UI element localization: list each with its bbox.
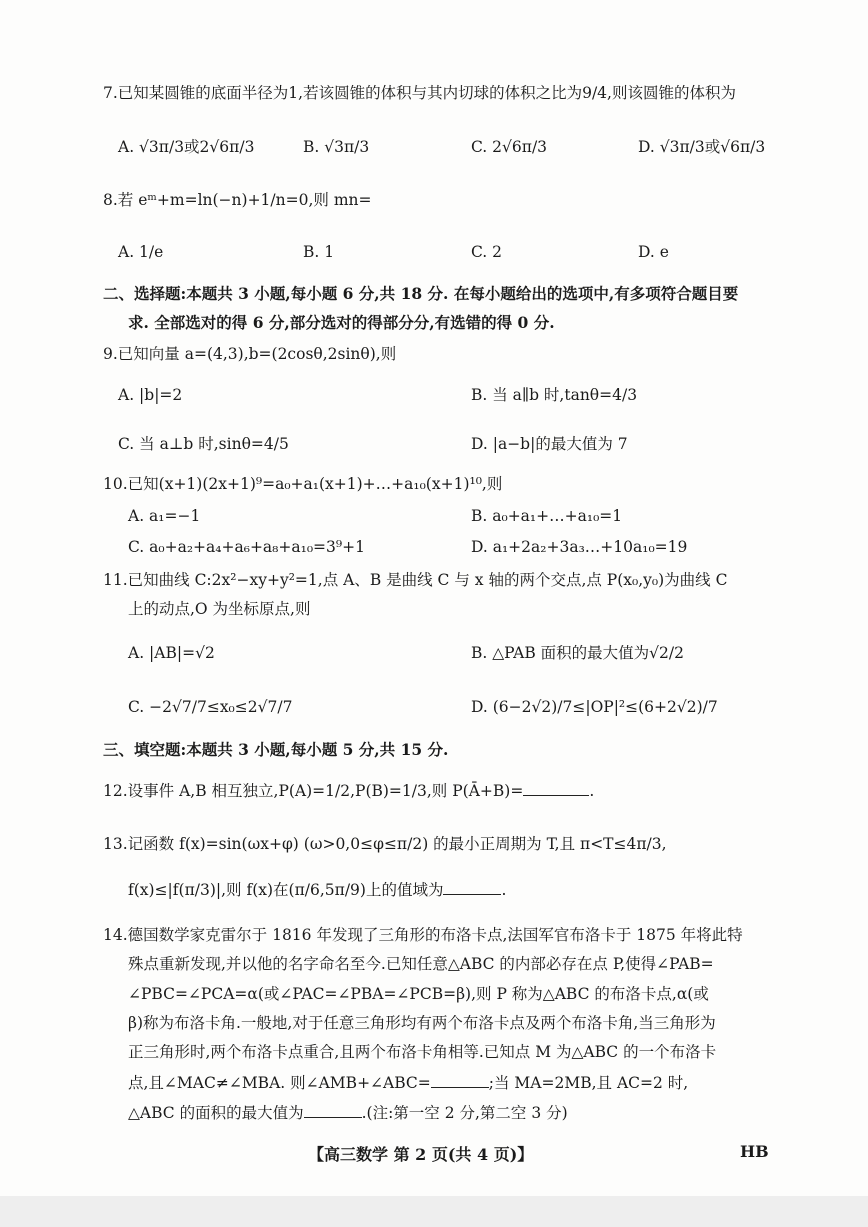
- q11-stem-cont: 上的动点,O 为坐标原点,则: [128, 600, 311, 618]
- q10-stem: 10.已知(x+1)(2x+1)⁹=a₀+a₁(x+1)+…+a₁₀(x+1)¹⁰,则: [103, 475, 503, 493]
- q8-option-c: C. 2: [471, 243, 503, 261]
- q13-line2: [128, 878, 506, 901]
- q8-stem: 8.若 eᵐ+m=ln(−n)+1/n=0,则 mn=: [103, 191, 372, 209]
- q14-line-7: [128, 1101, 568, 1124]
- q8-option-a: A. 1/e: [118, 243, 164, 261]
- q14-line-1: 14.德国数学家克雷尔于 1816 年发现了三角形的布洛卡点,法国军官布洛卡于 1875 年将此特: [103, 926, 743, 944]
- q14-line-3: ∠PBC=∠PCA=α(或∠PAC=∠PBA=∠PCB=β),则 P 称为△ABC 的布洛卡点,α(或: [128, 985, 709, 1003]
- q14-line7-b: .(注:第一空 2 分,第二空 3 分): [361, 1104, 568, 1122]
- q14-line7-a: △ABC 的面积的最大值为: [128, 1104, 304, 1122]
- page-bottom-edge: [0, 1196, 868, 1227]
- q14-line-6: [128, 1071, 688, 1094]
- q14-line-5: 正三角形时,两个布洛卡点重合,且两个布洛卡角相等.已知点 M 为△ABC 的一个布洛卡: [128, 1043, 717, 1061]
- footer-code: HB: [740, 1142, 769, 1161]
- q10-option-a: A. a₁=−1: [128, 507, 201, 525]
- q10-option-d: D. a₁+2a₂+3a₃…+10a₁₀=19: [471, 538, 688, 556]
- q13-end: .: [501, 881, 507, 899]
- q13-stem-cont: f(x)≤|f(π/3)|,则 f(x)在(π/6,5π/9)上的值域为: [128, 881, 444, 899]
- q7-option-d: D. √3π/3或√6π/3: [638, 138, 766, 156]
- q9-option-d: D. |a−b|的最大值为 7: [471, 435, 628, 453]
- q14-answer-blank-1[interactable]: [431, 1071, 489, 1088]
- q9-option-a: A. |b|=2: [118, 386, 183, 404]
- q13-answer-blank[interactable]: [443, 878, 501, 895]
- q9-stem: 9.已知向量 a=(4,3),b=(2cosθ,2sinθ),则: [103, 345, 397, 363]
- q12-answer-blank[interactable]: [523, 779, 589, 796]
- section3-heading: 三、填空题:本题共 3 小题,每小题 5 分,共 15 分.: [103, 740, 449, 759]
- q9-option-b: B. 当 a∥b 时,tanθ=4/3: [471, 386, 638, 404]
- q7-stem: 7.已知某圆锥的底面半径为1,若该圆锥的体积与其内切球的体积之比为9/4,则该圆锥的体积为: [103, 84, 736, 102]
- q14-line6-a: 点,且∠MAC≠∠MBA. 则∠AMB+∠ABC=: [128, 1074, 431, 1092]
- q14-line-4: β)称为布洛卡角.一般地,对于任意三角形均有两个布洛卡点及两个布洛卡角,当三角形为: [128, 1014, 716, 1032]
- q8-option-b: B. 1: [303, 243, 335, 261]
- q13-stem: 13.记函数 f(x)=sin(ωx+φ) (ω>0,0≤φ≤π/2) 的最小正周期为 T,且 π<T≤4π/3,: [103, 835, 667, 853]
- q12-stem: 12.设事件 A,B 相互独立,P(A)=1/2,P(B)=1/3,则 P(Ā+B)=: [103, 782, 524, 800]
- q10-option-c: C. a₀+a₂+a₄+a₆+a₈+a₁₀=3⁹+1: [128, 538, 365, 556]
- q12-line: [103, 779, 594, 802]
- q7-option-b: B. √3π/3: [303, 138, 370, 156]
- q12-end: .: [589, 782, 595, 800]
- q10-option-b: B. a₀+a₁+…+a₁₀=1: [471, 507, 623, 525]
- q11-option-d: D. (6−2√2)/7≤|OP|²≤(6+2√2)/7: [471, 698, 718, 716]
- q7-option-c: C. 2√6π/3: [471, 138, 548, 156]
- q8-option-d: D. e: [638, 243, 669, 261]
- q11-stem: 11.已知曲线 C:2x²−xy+y²=1,点 A、B 是曲线 C 与 x 轴的两个交点,点 P(x₀,y₀)为曲线 C: [103, 571, 728, 589]
- q14-answer-blank-2[interactable]: [304, 1101, 362, 1118]
- q7-option-a: A. √3π/3或2√6π/3: [118, 138, 255, 156]
- q11-option-c: C. −2√7/7≤x₀≤2√7/7: [128, 698, 293, 716]
- q14-line-2: 殊点重新发现,并以他的名字命名至今.已知任意△ABC 的内部必存在点 P,使得∠PAB=: [128, 955, 714, 973]
- q9-option-c: C. 当 a⊥b 时,sinθ=4/5: [118, 435, 289, 453]
- page-footer: 【高三数学 第 2 页(共 4 页)】: [308, 1145, 534, 1164]
- section2-heading: 二、选择题:本题共 3 小题,每小题 6 分,共 18 分. 在每小题给出的选项中,有多项符合题目要: [103, 284, 739, 303]
- section2-heading-cont: 求. 全部选对的得 6 分,部分选对的得部分分,有选错的得 0 分.: [128, 313, 555, 332]
- q11-option-b: B. △PAB 面积的最大值为√2/2: [471, 644, 685, 662]
- q14-line6-b: ;当 MA=2MB,且 AC=2 时,: [488, 1074, 689, 1092]
- q11-option-a: A. |AB|=√2: [128, 644, 215, 662]
